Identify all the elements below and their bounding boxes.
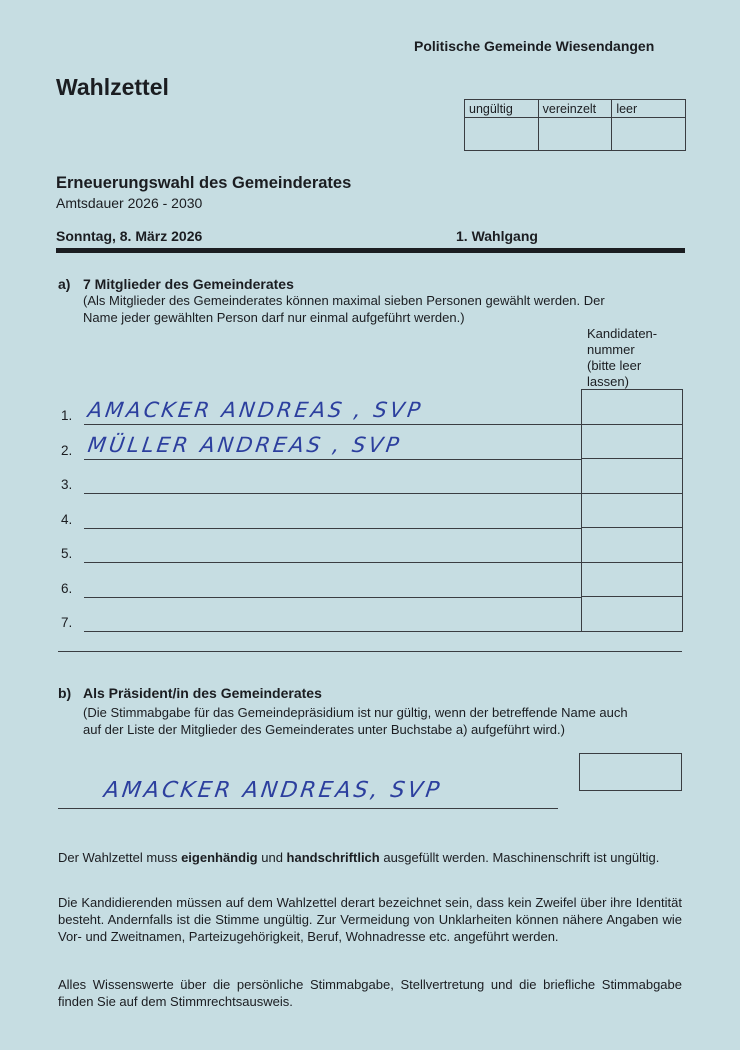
entry-line-2	[84, 459, 581, 460]
candidate-cell-divider	[582, 562, 682, 563]
handwritten-president-entry: AMACKER ANDREAS, SVP	[102, 778, 444, 803]
instruction-info: Alles Wissenswerte über die persönliche Stimmabgabe, Stellvertretung und die briefliche Stimmabgabe finden Sie auf dem Stimmrechtsausweis.	[58, 977, 682, 1009]
row-number-2: 2.	[61, 443, 73, 458]
status-header-scattered: vereinzelt	[538, 100, 612, 118]
candidate-cell-divider	[582, 424, 682, 425]
row-number-3: 3.	[61, 477, 73, 492]
candidate-header-line4: lassen)	[587, 374, 629, 389]
status-header-empty: leer	[612, 100, 686, 118]
entry-line-6	[84, 597, 581, 598]
candidate-cell-divider	[582, 527, 682, 528]
instruction-p1-post: ausgefüllt werden. Maschinenschrift ist ungültig.	[379, 850, 660, 865]
status-cell-scattered	[538, 118, 612, 151]
candidate-header-line2: nummer	[587, 342, 635, 357]
election-title: Erneuerungswahl des Gemeinderates	[56, 174, 352, 192]
instruction-p1-pre: Der Wahlzettel muss	[58, 850, 182, 865]
instruction-p1-bold-handwritten: handschriftlich	[286, 850, 380, 865]
candidate-number-header	[587, 326, 687, 390]
candidate-cell-divider	[582, 493, 682, 494]
status-table	[464, 99, 686, 151]
row-number-7: 7.	[61, 615, 73, 630]
section-b-note-line2: auf der Liste der Mitglieder des Gemeinderates unter Buchstabe a) aufgeführt wird.)	[83, 722, 565, 737]
election-date: Sonntag, 8. März 2026	[56, 228, 203, 244]
entry-line-7	[84, 631, 581, 632]
instruction-p1-bold-own: eigenhändig	[181, 850, 258, 865]
ballot-round: 1. Wahlgang	[456, 228, 538, 244]
candidate-number-column	[581, 389, 683, 632]
candidate-header-line1: Kandidaten-	[587, 326, 658, 341]
section-a-heading: 7 Mitglieder des Gemeinderates	[83, 276, 294, 292]
instruction-handwritten	[58, 849, 682, 866]
entry-line-1	[84, 424, 581, 425]
candidate-cell-divider	[582, 596, 682, 597]
instruction-p1-mid: und	[257, 850, 287, 865]
row-number-6: 6.	[61, 581, 73, 596]
instruction-identification: Die Kandidierenden müssen auf dem Wahlzettel derart bezeichnet sein, dass kein Zweifel über ihre Identität besteht. Andernfalls ist die Stimme ungültig. Zur Vermeidung von Unklarheiten können nähere Angaben wie Vor- und Zweitnamen, Parteizugehörigkeit, Beruf, Wohnadresse etc. angeführt werden.	[58, 895, 682, 944]
section-b-letter: b)	[58, 685, 72, 701]
ballot-title: Wahlzettel	[56, 74, 169, 100]
row-number-5: 5.	[61, 546, 73, 561]
section-b-note-line1: (Die Stimmabgabe für das Gemeindepräsidium ist nur gültig, wenn der betreffende Name auch	[83, 705, 628, 720]
section-b-heading: Als Präsident/in des Gemeinderates	[83, 685, 322, 701]
handwritten-entry-1: AMACKER ANDREAS , SVP	[86, 398, 425, 422]
entry-line-3	[84, 493, 581, 494]
section-a-letter: a)	[58, 276, 71, 292]
status-cell-empty	[612, 118, 686, 151]
president-entry-line	[58, 808, 558, 809]
handwritten-entry-2: MÜLLER ANDREAS , SVP	[86, 433, 404, 457]
section-divider	[58, 651, 682, 652]
status-header-invalid: ungültig	[465, 100, 539, 118]
entry-line-4	[84, 528, 581, 529]
candidate-cell-divider	[582, 458, 682, 459]
header-divider	[56, 248, 685, 253]
row-number-1: 1.	[61, 408, 73, 423]
section-a-note-line2: Name jeder gewählten Person darf nur einmal aufgeführt werden.)	[83, 310, 465, 325]
row-number-4: 4.	[61, 512, 73, 527]
municipality-name: Politische Gemeinde Wiesendangen	[414, 38, 655, 54]
candidate-header-line3: (bitte leer	[587, 358, 642, 373]
section-a-note-line1: (Als Mitglieder des Gemeinderates können maximal sieben Personen gewählt werden. Der	[83, 293, 605, 308]
status-cell-invalid	[465, 118, 539, 151]
president-candidate-number-box	[579, 753, 682, 791]
term-of-office: Amtsdauer 2026 - 2030	[56, 195, 203, 211]
entry-line-5	[84, 562, 581, 563]
